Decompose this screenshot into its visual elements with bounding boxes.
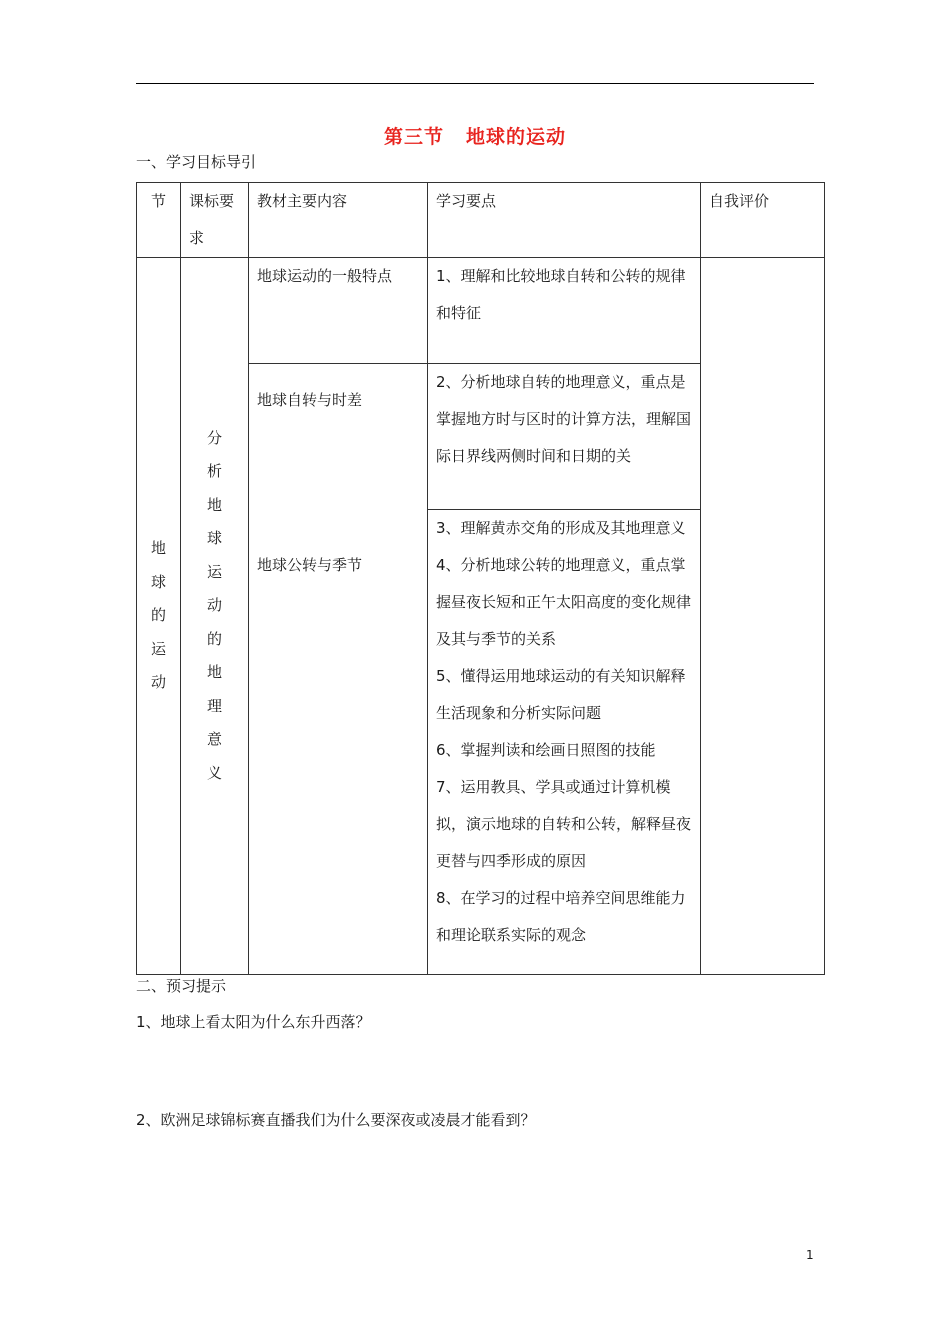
header-kebiao: 课标要求	[181, 183, 249, 258]
header-points: 学习要点	[428, 183, 701, 258]
topic-rotation-cell	[249, 364, 428, 975]
standard-char: 析	[206, 462, 222, 481]
standard-char: 理	[206, 696, 222, 715]
topic-rotation: 地球自转与时差	[257, 391, 363, 409]
point-5: 5、懂得运用地球运动的有关知识解释生活现象和分析实际问题	[436, 667, 686, 722]
standard-cell	[181, 258, 249, 975]
standard-char: 动	[206, 596, 222, 615]
title-section-number: 第三节	[383, 126, 444, 148]
header-eval: 自我评价	[701, 183, 825, 258]
point-8: 8、在学习的过程中培养空间思维能力和理论联系实际的观念	[436, 889, 686, 944]
page-number: 1	[806, 1248, 814, 1262]
section-name-char: 的	[150, 606, 166, 625]
point-3: 3、理解黄赤交角的形成及其地理意义	[436, 519, 686, 537]
standard-char: 意	[206, 730, 222, 749]
table-header-row	[137, 183, 825, 258]
points-3-to-8-cell	[428, 510, 701, 975]
standard-char: 分	[206, 428, 222, 447]
section-name-char: 运	[150, 639, 166, 658]
point-4: 4、分析地球公转的地理意义，重点掌握昼夜长短和正午太阳高度的变化规律及其与季节的关系	[436, 556, 692, 648]
header-rule	[136, 83, 814, 84]
point-7: 7、运用教具、学具或通过计算机模拟，演示地球的自转和公转，解释昼夜更替与四季形成的原因	[436, 778, 692, 870]
standard-char: 义	[206, 763, 222, 782]
standard-char: 地	[206, 495, 222, 514]
page-title	[0, 122, 950, 149]
topic-revolution: 地球公转与季节	[257, 556, 363, 574]
topic-general-features: 地球运动的一般特点	[249, 258, 428, 364]
section-heading-preview: 二、预习提示	[136, 977, 227, 995]
standard-char: 地	[206, 663, 222, 682]
table-row	[137, 258, 825, 364]
section-heading-goals: 一、学习目标导引	[136, 153, 257, 171]
section-name-cell	[137, 258, 181, 975]
section-name-char: 球	[150, 572, 166, 591]
header-jie: 节	[137, 183, 181, 258]
section-name-char: 地	[150, 539, 166, 558]
preview-question-1: 1、地球上看太阳为什么东升西落？	[136, 1013, 371, 1031]
standard-char: 的	[206, 629, 222, 648]
section-name-char: 动	[150, 673, 166, 692]
point-6: 6、掌握判读和绘画日照图的技能	[436, 741, 656, 759]
point-1: 1、理解和比较地球自转和公转的规律和特征	[428, 258, 701, 364]
self-eval-cell	[701, 258, 825, 975]
point-2: 2、分析地球自转的地理意义，重点是掌握地方时与区时的计算方法，理解国际日界线两侧时间和日期的关	[428, 364, 701, 510]
title-topic: 地球的运动	[466, 126, 567, 148]
learning-goals-table	[136, 182, 825, 975]
standard-char: 运	[206, 562, 222, 581]
preview-question-2: 2、欧洲足球锦标赛直播我们为什么要深夜或凌晨才能看到？	[136, 1111, 536, 1129]
standard-char: 球	[206, 529, 222, 548]
header-content: 教材主要内容	[249, 183, 428, 258]
